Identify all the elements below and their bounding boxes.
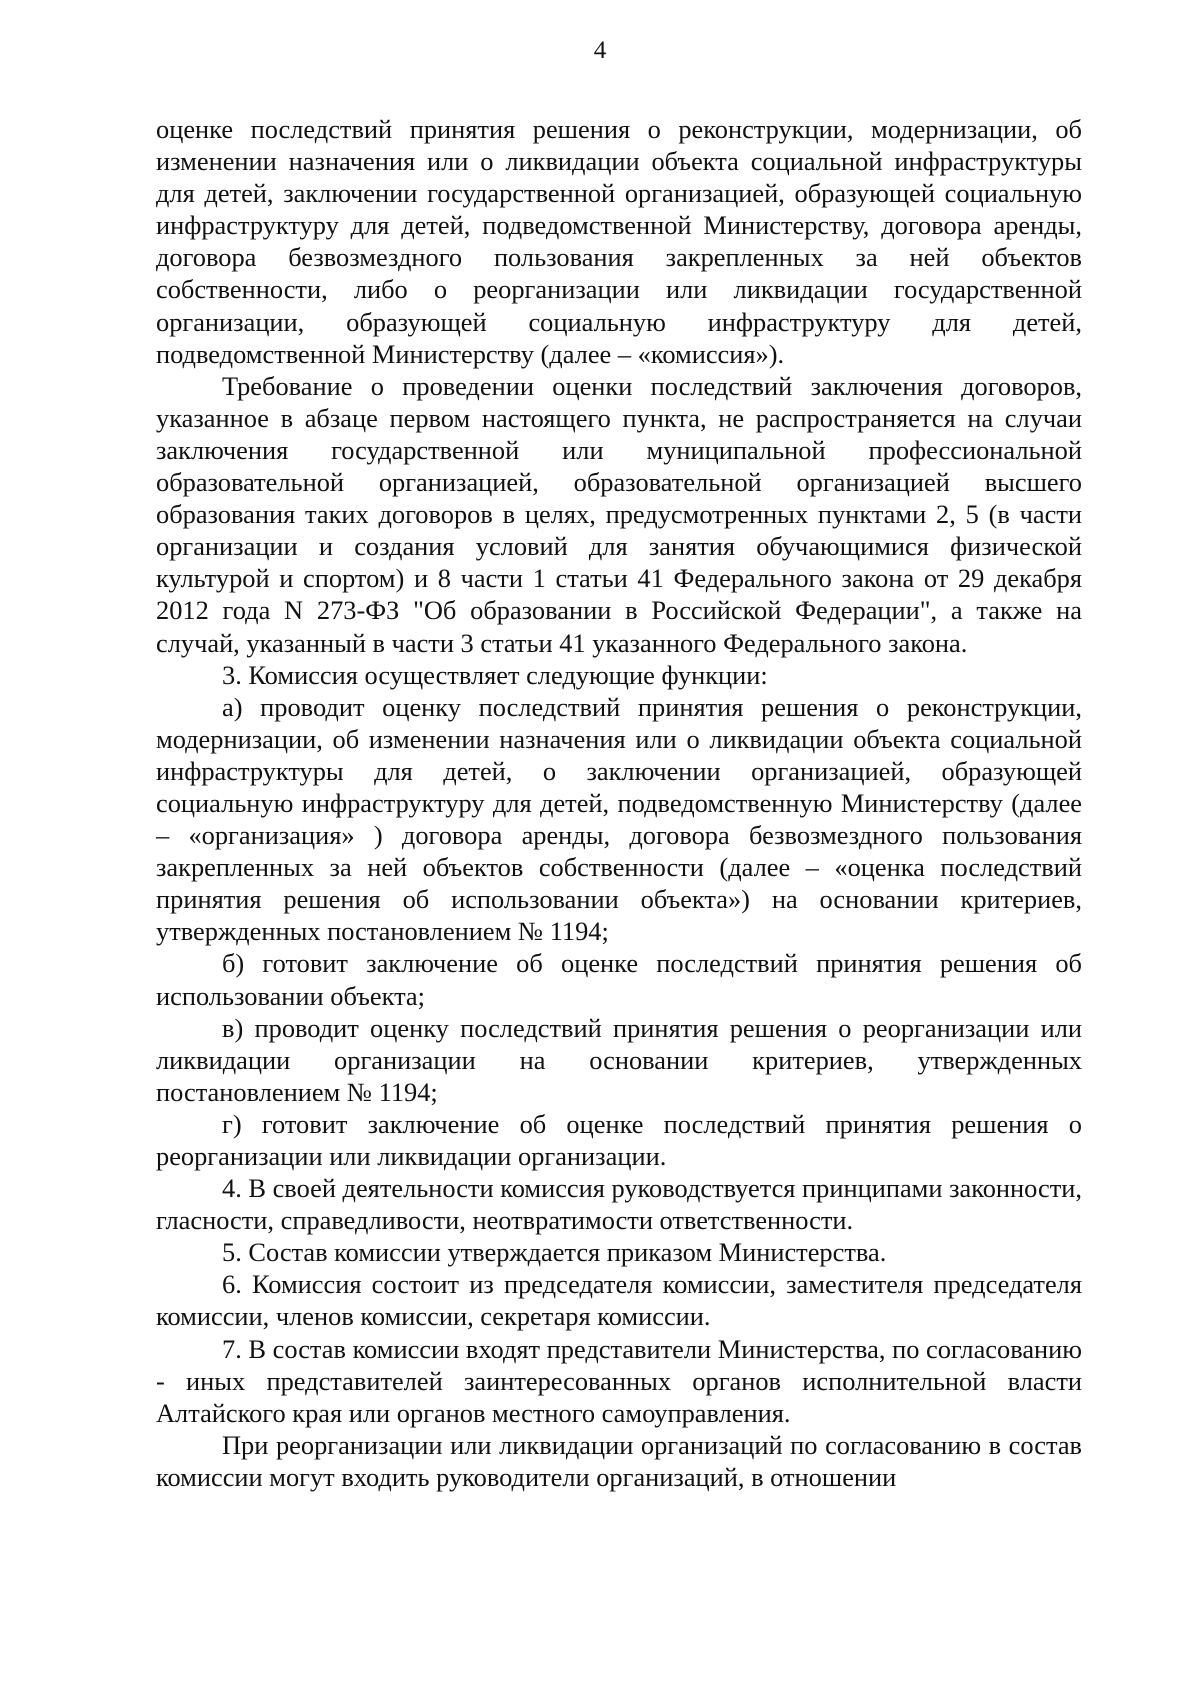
paragraph-item-3-functions: 3. Комиссия осуществляет следующие функции:: [222, 659, 768, 690]
paragraph-function-a: а) проводит оценку последствий принятия решения о реконструкции, модернизации, об изменении назначения или о ликвидации объекта социальной инфраструктуры для детей, о заключении организацией, образующей социальную инфраструктуру для детей, подведомственную Министерству (далее – «организация» ) договора аренды, договора безвозмездного пользования закрепленных за ней объектов собственности (далее – «оценка последствий принятия решения об использовании объекта») на основании критериев, утвержденных постановлением № 1194;: [156, 691, 1082, 947]
paragraph-function-b: б) готовит заключение об оценке последствий принятия решения об использовании объекта;: [156, 948, 1082, 1011]
paragraph-commission-scope-continued: оценке последствий принятия решения о реконструкции, модернизации, об изменении назначения или о ликвидации объекта социальной инфраструктуры для детей, заключении государственной организацией, образующей социальную инфраструктуру для детей, подведомственной Министерству, договора аренды, договора безвозмездного пользования закрепленных за ней объектов собственности, либо о реорганизации или ликвидации государственной организации, образующей социальную инфраструктуру для детей, подведомственной Министерству (далее – «комиссия»).: [156, 114, 1082, 369]
paragraph-function-g: г) готовит заключение об оценке последствий принятия решения о реорганизации или ликвидации организации.: [156, 1108, 1082, 1171]
paragraph-item-4-principles: 4. В своей деятельности комиссия руководствуется принципами законности, гласности, справедливости, неотвратимости ответственности.: [156, 1173, 1082, 1236]
paragraph-function-v: в) проводит оценку последствий принятия решения о реорганизации или ликвидации организации на основании критериев, утвержденных постановлением № 1194;: [156, 1012, 1082, 1107]
paragraph-contract-exemption: Требование о проведении оценки последствий заключения договоров, указанное в абзаце первом настоящего пункта, не распространяется на случаи заключения государственной или муниципальной профессиональной образовательной организацией, образовательной организацией высшего образования таких договоров в целях, предусмотренных пунктами 2, 5 (в части организации и создания условий для занятия обучающимися физической культурой и спортом) и 8 части 1 статьи 41 Федерального закона от 29 декабря 2012 года N 273-ФЗ "Об образовании в Российской Федерации", а также на случай, указанный в части 3 статьи 41 указанного Федерального закона.: [156, 370, 1082, 658]
paragraph-item-6-membership: 6. Комиссия состоит из председателя комиссии, заместителя председателя комиссии, членов комиссии, секретаря комиссии.: [156, 1269, 1082, 1332]
paragraph-reorganization-heads: При реорганизации или ликвидации организаций по согласованию в состав комиссии могут входить руководители организаций, в отношении: [156, 1429, 1082, 1492]
paragraph-item-5-composition-approval: 5. Состав комиссии утверждается приказом Министерства.: [222, 1237, 887, 1268]
page-number: 4: [593, 37, 607, 64]
paragraph-item-7-representatives: 7. В состав комиссии входят представители Министерства, по согласованию - иных представителей заинтересованных органов исполнительной власти Алтайского края или органов местного самоуправления.: [156, 1333, 1082, 1428]
document-body: [156, 113, 1082, 1493]
